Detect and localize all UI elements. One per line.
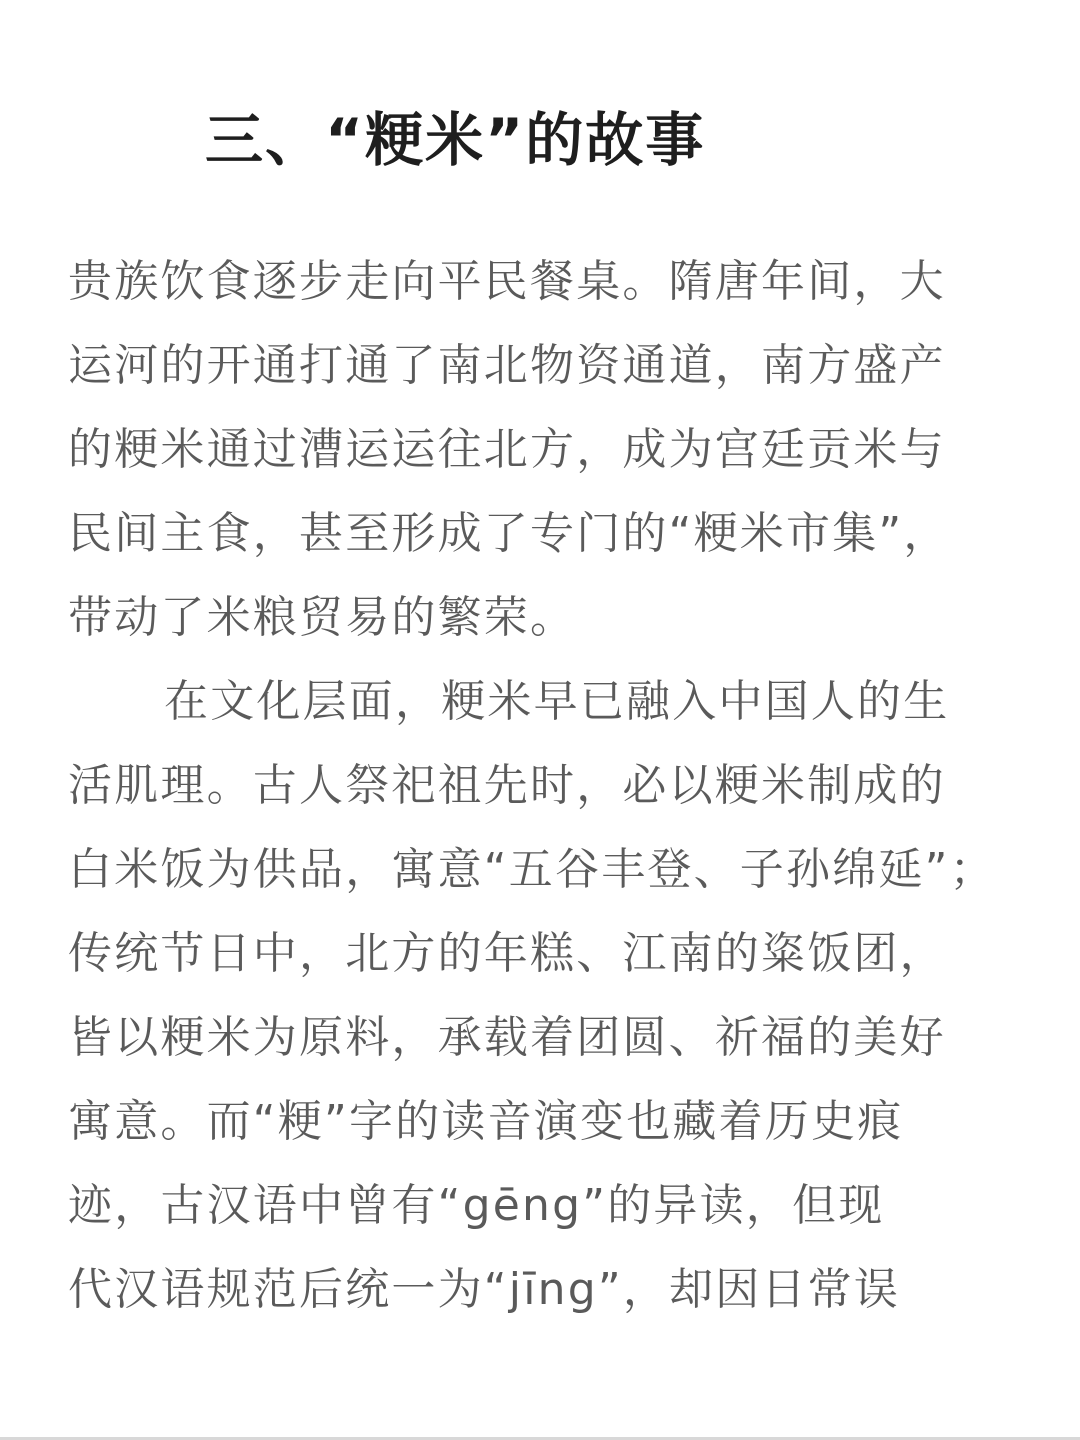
text-line: 寓意。而“粳”字的读音演变也藏着历史痕 bbox=[68, 1096, 904, 1147]
text-line: 带动了米粮贸易的繁荣。 bbox=[68, 592, 577, 643]
text-line: 皆以粳米为原料，承载着团圆、祈福的美好 bbox=[68, 1012, 946, 1063]
text-line: 白米饭为供品，寓意“五谷丰登、子孙绵延”； bbox=[68, 844, 996, 895]
text-line: 运河的开通打通了南北物资通道，南方盛产 bbox=[68, 340, 946, 391]
text-line: 民间主食，甚至形成了专门的“粳米市集”， bbox=[68, 508, 950, 559]
text-line: 代汉语规范后统一为“jīng”，却因日常误 bbox=[68, 1264, 901, 1315]
body-text bbox=[68, 240, 1068, 1332]
text-line: 的粳米通过漕运运往北方，成为宫廷贡米与 bbox=[68, 424, 946, 475]
text-line: 贵族饮食逐步走向平民餐桌。隋唐年间，大 bbox=[68, 256, 946, 307]
section-title: 三、“粳米”的故事 bbox=[205, 106, 706, 174]
text-line: 传统节日中，北方的年糕、江南的粢饭团， bbox=[68, 928, 946, 979]
text-line: 活肌理。古人祭祀祖先时，必以粳米制成的 bbox=[68, 760, 946, 811]
paragraph-start-line: 在文化层面，粳米早已融入中国人的生 bbox=[164, 676, 950, 727]
text-line: 迹，古汉语中曾有“gēng”的异读，但现 bbox=[68, 1180, 885, 1231]
